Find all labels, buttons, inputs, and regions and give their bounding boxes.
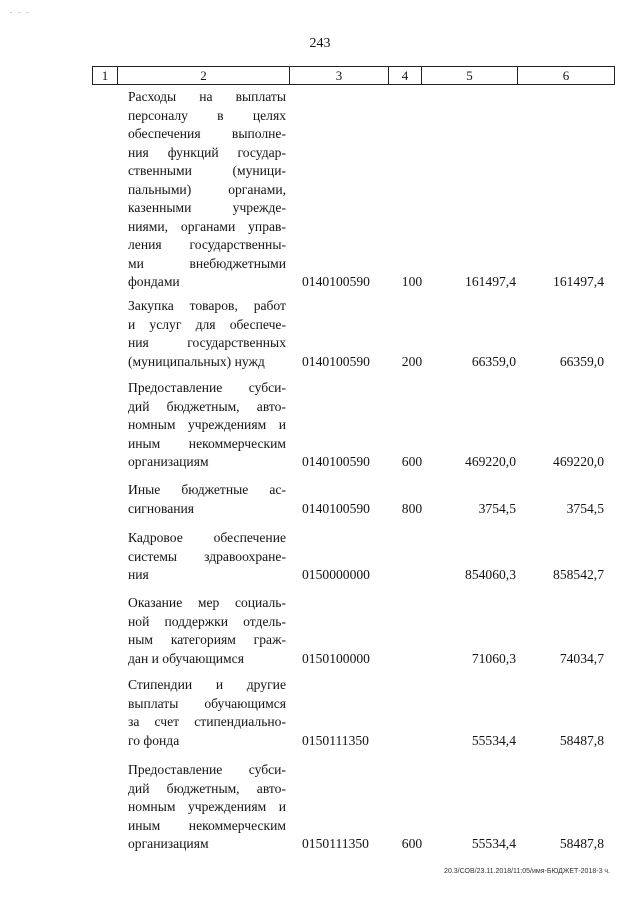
- description-line: организациям: [128, 454, 209, 469]
- row-description: [128, 529, 286, 585]
- row-code: 0140100590: [302, 500, 370, 516]
- row-value-col5: 469220,0: [465, 454, 516, 469]
- row-value-col5: 161497,4: [465, 274, 516, 289]
- row-code: 0150000000: [302, 567, 370, 582]
- description-line: ления государственны-: [128, 237, 286, 252]
- description-line: выплаты обучающимся: [128, 695, 286, 711]
- row-value-col5: 71060,3: [471, 650, 516, 666]
- description-line: Предоставление субси-: [128, 762, 286, 777]
- description-line: ственными (муници-: [128, 163, 286, 178]
- description-line: иным некоммерческим: [128, 817, 286, 833]
- row-code: 0140100590: [302, 454, 370, 469]
- row-value-col5: 55534,4: [471, 836, 516, 851]
- row-value-col6: 58487,8: [559, 732, 604, 748]
- description-line: номным учреждениям и: [128, 417, 286, 432]
- description-line: Стипендии и другие: [128, 677, 286, 692]
- row-code: 0150111350: [302, 836, 369, 851]
- description-line: ным категориям граж-: [128, 632, 286, 647]
- description-line: ния функций государ-: [128, 144, 286, 160]
- row-description: [128, 379, 286, 472]
- description-line: сигнования: [128, 500, 195, 516]
- header-col-6: 6: [517, 67, 614, 84]
- description-line: Расходы на выплаты: [128, 89, 286, 104]
- row-code: 0150111350: [302, 732, 369, 748]
- row-value-col5: 854060,3: [465, 567, 516, 582]
- description-line: Иные бюджетные ас-: [128, 482, 286, 497]
- row-description: [128, 297, 286, 371]
- row-value-col6: 58487,8: [559, 836, 604, 851]
- row-description: [128, 676, 286, 750]
- description-line: иным некоммерческим: [128, 435, 286, 451]
- description-line: дий бюджетным, авто-: [128, 398, 286, 414]
- description-line: и услуг для обеспече-: [128, 316, 286, 332]
- row-description: [128, 88, 286, 292]
- description-line: обеспечения выполне-: [128, 126, 286, 141]
- row-value-col6: 66359,0: [559, 353, 604, 369]
- description-line: ной поддержки отдель-: [128, 613, 286, 629]
- row-expense-type: 200: [401, 353, 423, 369]
- description-line: ния государственных: [128, 335, 286, 350]
- description-line: номным учреждениям и: [128, 799, 286, 814]
- row-value-col5: 66359,0: [471, 353, 516, 369]
- row-code: 0140100590: [302, 353, 370, 369]
- row-value-col6: 74034,7: [559, 650, 604, 666]
- header-col-4: 4: [388, 67, 421, 84]
- description-line: организациям: [128, 836, 209, 851]
- row-value-col6: 3754,5: [566, 500, 604, 516]
- row-value-col6: 469220,0: [553, 454, 604, 469]
- row-expense-type: 800: [401, 500, 423, 516]
- description-line: персоналу в целях: [128, 107, 286, 123]
- row-expense-type: 100: [401, 274, 423, 289]
- description-line: системы здравоохране-: [128, 548, 286, 564]
- description-line: пальными) органами,: [128, 181, 286, 197]
- description-line: Закупка товаров, работ: [128, 298, 286, 313]
- description-line: ниями, органами управ-: [128, 218, 286, 234]
- description-line: ния: [128, 567, 149, 582]
- header-col-5: 5: [421, 67, 517, 84]
- row-value-col6: 858542,7: [553, 567, 604, 582]
- description-line: ми внебюджетными: [128, 255, 286, 271]
- row-value-col5: 3754,5: [478, 500, 516, 516]
- page-number: 243: [309, 36, 331, 51]
- corner-mark: - - -: [10, 8, 31, 16]
- description-line: за счет стипендиально-: [128, 714, 286, 729]
- row-expense-type: 600: [401, 836, 423, 851]
- description-line: дий бюджетным, авто-: [128, 780, 286, 796]
- description-line: Оказание мер социаль-: [128, 595, 286, 610]
- description-line: фондами: [128, 274, 180, 289]
- row-description: [128, 594, 286, 668]
- row-code: 0150100000: [302, 650, 370, 666]
- description-line: Предоставление субси-: [128, 380, 286, 395]
- header-col-1: 1: [101, 68, 109, 83]
- description-line: Кадровое обеспечение: [128, 530, 286, 545]
- row-description: [128, 761, 286, 854]
- header-col-2: 2: [117, 67, 289, 84]
- row-value-col6: 161497,4: [553, 274, 604, 289]
- header-col-3: 3: [289, 67, 388, 84]
- table-header-row: [92, 66, 615, 85]
- description-line: дан и обучающимся: [128, 650, 244, 666]
- row-expense-type: 600: [401, 454, 423, 469]
- row-description: [128, 481, 286, 518]
- footer-stamp: 20.3/СОВ/23.11.2018/11:05/имя-БЮДЖЕТ-2018-3 ч.: [444, 868, 610, 875]
- description-line: (муниципальных) нужд: [128, 353, 265, 369]
- description-line: казенными учрежде-: [128, 200, 286, 215]
- row-code: 0140100590: [302, 274, 370, 289]
- description-line: го фонда: [128, 732, 180, 748]
- row-value-col5: 55534,4: [471, 732, 516, 748]
